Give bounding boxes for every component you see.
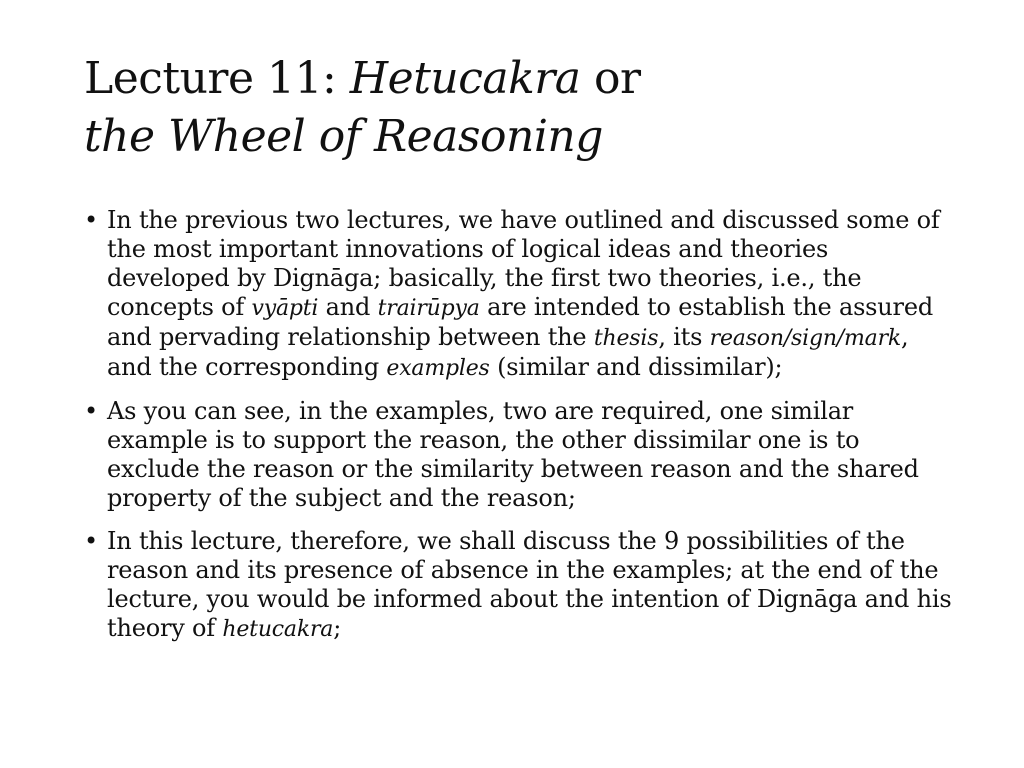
bullet-item [84, 397, 952, 513]
bullet-text: are intended to establish the assured and pervading relationship between the [107, 293, 933, 351]
bullet-list [84, 206, 952, 658]
bullet-italic-term: vyāpti [251, 296, 319, 321]
bullet-text: In the previous two lectures, we have outlined and discussed some of the most important innovations of logical ideas and theories developed by Dignāga; basically, the first two theories, i.e., the concepts of [107, 206, 940, 321]
title-subtitle: the Wheel of Reasoning [84, 111, 603, 162]
bullet-text: , its [658, 323, 710, 351]
title-italic-term: Hetucakra [349, 53, 581, 104]
bullet-text: and [318, 293, 378, 321]
title-tail: or [580, 53, 641, 104]
title-plain: Lecture 11: [84, 53, 350, 104]
bullet-italic-term: thesis [593, 326, 659, 351]
bullet-italic-term: hetucakra [222, 617, 334, 642]
bullet-text: As you can see, in the examples, two are required, one similar example is to support the reason, the other dissimilar one is to exclude the reason or the similarity between reason and the shared property of the subject and the reason; [107, 397, 919, 512]
bullet-text: (similar and dissimilar); [489, 353, 783, 381]
bullet-text: In this lecture, therefore, we shall discuss the 9 possibilities of the reason and its presence of absence in the examples; at the end of the lecture, you would be informed about the intention of Dignāga and his theory of [107, 527, 952, 642]
bullet-italic-term: reason/sign/mark [709, 326, 902, 351]
bullet-italic-term: examples [386, 356, 490, 381]
bullet-text: , and the corresponding [107, 323, 909, 381]
bullet-marker: • [84, 397, 98, 425]
bullet-italic-term: trairūpya [377, 296, 480, 321]
bullet-text: ; [333, 614, 342, 642]
bullet-marker: • [84, 527, 98, 555]
bullet-marker: • [84, 206, 98, 234]
bullet-item [84, 206, 952, 383]
bullet-item [84, 527, 952, 644]
slide-title [84, 50, 964, 166]
